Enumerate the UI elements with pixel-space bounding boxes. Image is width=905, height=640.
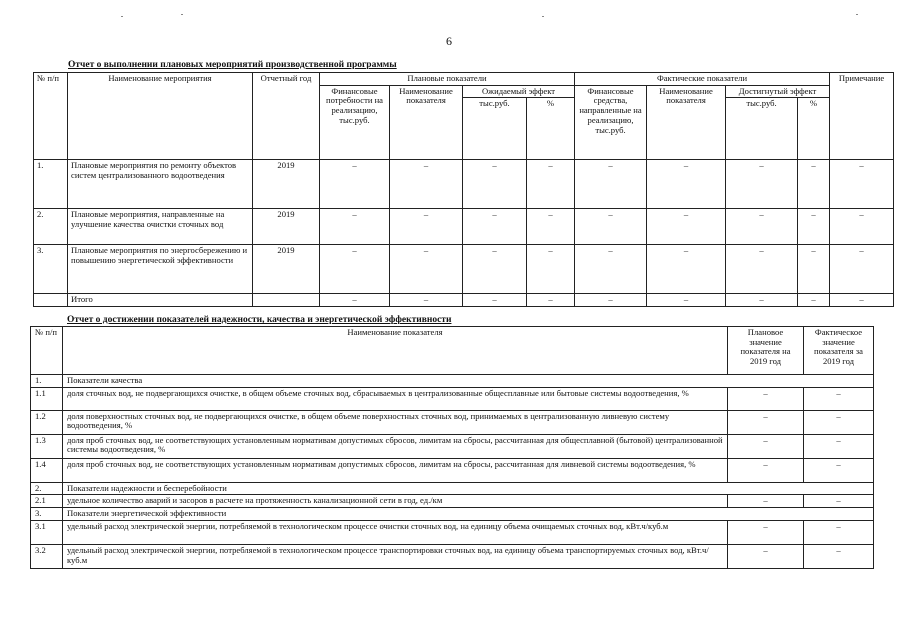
actual-value: – <box>804 520 874 544</box>
report2-title: Отчет о достижении показателей надежности, качества и энергетической эффективности <box>67 315 452 325</box>
empty-cell: – <box>726 209 798 245</box>
col-header-expected-effect: Ожидаемый эффект <box>463 85 575 98</box>
empty-cell: – <box>798 209 830 245</box>
empty-cell: – <box>830 294 894 307</box>
row-name: удельное количество аварий и засоров в расчете на протяженность канализационной сети в год, ед./км <box>63 495 728 508</box>
table-row <box>31 520 874 544</box>
empty-cell: – <box>726 160 798 209</box>
table-row <box>34 245 894 294</box>
empty-cell: – <box>527 245 575 294</box>
planned-value: – <box>728 434 804 458</box>
scan-speck <box>181 14 183 15</box>
col-header-actual: Фактические показатели <box>575 73 830 86</box>
empty-cell: – <box>830 245 894 294</box>
row-name: Плановые мероприятия по ремонту объектов систем централизованного водоотведения <box>68 160 253 209</box>
empty-cell: – <box>647 294 726 307</box>
table-row <box>31 410 874 434</box>
row-num: 1.4 <box>31 458 63 482</box>
col-header-fact-thousand-rub: тыс.руб. <box>726 98 798 160</box>
row-name: доля сточных вод, не подвергающихся очистке, в общем объеме сточных вод, сбрасываемых в централизованные общесплавные или бытовые системы водоотведения, % <box>63 387 728 410</box>
col-header-year: Отчетный год <box>253 73 320 160</box>
empty-cell: – <box>320 245 390 294</box>
row-num: 1.1 <box>31 387 63 410</box>
empty-cell: – <box>320 294 390 307</box>
planned-value: – <box>728 544 804 568</box>
section-row <box>31 508 874 521</box>
row-num: 3.2 <box>31 544 63 568</box>
empty-cell: – <box>463 294 527 307</box>
col-header-plan-indicator: Наименование показателя <box>390 85 463 160</box>
row-name: доля проб сточных вод, не соответствующих установленным нормативам допустимых сбросов, лимитам на сбросы, рассчитанная для общесплавной (бытовой) централизованной системы водоотведения, % <box>63 434 728 458</box>
col-header-name: Наименование мероприятия <box>68 73 253 160</box>
empty-cell: – <box>798 294 830 307</box>
row-year: 2019 <box>253 245 320 294</box>
col-header-planned-value: Плановое значение показателя на 2019 год <box>728 327 804 375</box>
empty-cell: – <box>463 160 527 209</box>
row-name: Плановые мероприятия по энергосбережению и повышению энергетической эффективности <box>68 245 253 294</box>
col-header-actual-value: Фактическое значение показателя за 2019 год <box>804 327 874 375</box>
col-header-note: Примечание <box>830 73 894 160</box>
table-row <box>34 160 894 209</box>
scan-speck <box>121 16 123 17</box>
actual-value: – <box>804 495 874 508</box>
row-num: 3.1 <box>31 520 63 544</box>
table-row <box>34 209 894 245</box>
actual-value: – <box>804 458 874 482</box>
empty-cell: – <box>320 209 390 245</box>
col-header-fact-indicator: Наименование показателя <box>647 85 726 160</box>
reliability-indicators-table <box>30 326 874 569</box>
empty-cell: – <box>647 209 726 245</box>
planned-activities-table <box>33 72 894 307</box>
col-header-plan-percent: % <box>527 98 575 160</box>
empty-cell: – <box>390 294 463 307</box>
table-row <box>31 495 874 508</box>
empty-cell: – <box>463 245 527 294</box>
empty-cell: – <box>527 209 575 245</box>
col-header-plan-financial: Финансовые потребности на реализацию, тыс.руб. <box>320 85 390 160</box>
planned-value: – <box>728 410 804 434</box>
row-num: 1.3 <box>31 434 63 458</box>
empty-cell: – <box>647 245 726 294</box>
empty-cell: – <box>726 245 798 294</box>
section-row <box>31 375 874 388</box>
empty-cell: – <box>830 160 894 209</box>
empty-cell: – <box>527 294 575 307</box>
planned-value: – <box>728 387 804 410</box>
section-title: Показатели надежности и бесперебойности <box>63 482 874 495</box>
empty-cell: – <box>575 245 647 294</box>
total-label: Итого <box>68 294 253 307</box>
col-header-plan-thousand-rub: тыс.руб. <box>463 98 527 160</box>
empty-cell: – <box>390 209 463 245</box>
empty-cell: – <box>647 160 726 209</box>
total-year <box>253 294 320 307</box>
table-row <box>31 458 874 482</box>
empty-cell: – <box>575 160 647 209</box>
empty-cell: – <box>726 294 798 307</box>
report1-title: Отчет о выполнении плановых мероприятий производственной программы <box>68 60 397 70</box>
row-num: 2.1 <box>31 495 63 508</box>
row-num: 1. <box>34 160 68 209</box>
total-num <box>34 294 68 307</box>
empty-cell: – <box>575 209 647 245</box>
planned-value: – <box>728 495 804 508</box>
col-header-fact-percent: % <box>798 98 830 160</box>
table-row <box>31 434 874 458</box>
row-name: доля проб сточных вод, не соответствующих установленным нормативам допустимых сбросов, лимитам на сбросы, рассчитанная для ливневой системы водоотведения, % <box>63 458 728 482</box>
col-header-name: Наименование показателя <box>63 327 728 375</box>
row-num: 3. <box>31 508 63 521</box>
section-title: Показатели качества <box>63 375 874 388</box>
empty-cell: – <box>320 160 390 209</box>
total-row <box>34 294 894 307</box>
table-row <box>31 387 874 410</box>
row-year: 2019 <box>253 209 320 245</box>
col-header-planned: Плановые показатели <box>320 73 575 86</box>
col-header-num: № п/п <box>34 73 68 160</box>
actual-value: – <box>804 434 874 458</box>
row-name: Плановые мероприятия, направленные на улучшение качества очистки сточных вод <box>68 209 253 245</box>
planned-value: – <box>728 520 804 544</box>
row-num: 3. <box>34 245 68 294</box>
actual-value: – <box>804 410 874 434</box>
row-name: удельный расход электрической энергии, потребляемой в технологическом процессе транспортировки сточных вод, на единицу объема транспортируемых сточных вод, кВт.ч/куб.м <box>63 544 728 568</box>
empty-cell: – <box>390 245 463 294</box>
actual-value: – <box>804 387 874 410</box>
row-num: 2. <box>34 209 68 245</box>
scan-speck <box>856 14 858 15</box>
col-header-achieved-effect: Достигнутый эффект <box>726 85 830 98</box>
row-num: 2. <box>31 482 63 495</box>
col-header-num: № п/п <box>31 327 63 375</box>
row-year: 2019 <box>253 160 320 209</box>
empty-cell: – <box>798 160 830 209</box>
col-header-fact-financial: Финансовые средства, направленные на реализацию, тыс.руб. <box>575 85 647 160</box>
scan-speck <box>542 16 544 17</box>
section-title: Показатели энергетической эффективности <box>63 508 874 521</box>
planned-value: – <box>728 458 804 482</box>
empty-cell: – <box>463 209 527 245</box>
table-row <box>31 544 874 568</box>
empty-cell: – <box>527 160 575 209</box>
empty-cell: – <box>575 294 647 307</box>
actual-value: – <box>804 544 874 568</box>
row-num: 1.2 <box>31 410 63 434</box>
empty-cell: – <box>798 245 830 294</box>
empty-cell: – <box>390 160 463 209</box>
row-name: удельный расход электрической энергии, потребляемой в технологическом процессе очистки сточных вод, на единицу объема очищаемых сточных вод, кВт.ч/куб.м <box>63 520 728 544</box>
empty-cell: – <box>830 209 894 245</box>
row-name: доля поверхностных сточных вод, не подвергающихся очистке, в общем объеме поверхностных сточных вод, принимаемых в централизованную ливневую систему водоотведения, % <box>63 410 728 434</box>
page-number: 6 <box>446 34 452 48</box>
section-row <box>31 482 874 495</box>
row-num: 1. <box>31 375 63 388</box>
